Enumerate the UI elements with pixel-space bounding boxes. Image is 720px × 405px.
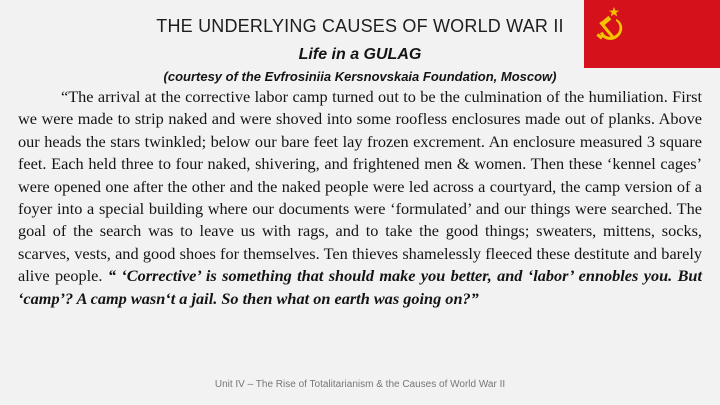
- quote-emphasis: “ ‘Corrective’ is something that should make you better, and ‘labor’ ennobles you. But ‘camp’? A camp wasn‘t a jail. So then what on earth was going on?”: [18, 266, 703, 308]
- quote-paragraph: [18, 86, 702, 310]
- slide-subtitle: Life in a GULAG: [298, 46, 422, 63]
- slide-title: THE UNDERLYING CAUSES OF WORLD WAR II: [156, 16, 564, 36]
- quote-body: “The arrival at the corrective labor camp turned out to be the culmination of the humiliation. First we were made to strip naked and were shoved into some roofless enclosures made out of planks. Above our heads the stars twinkled; below our bare feet lay frozen excrement. An enclosure measured 3 square feet. Each held three to four naked, shivering, and frightened men & women. Then these ‘kennel cages’ were opened one after the other and the naked people were led across a courtyard, the camp version of a foyer into a special building where our documents were ‘formulated’ and our things were searched. The goal of the search was to leave us with rags, and to take the good things; sweaters, mittens, socks, scarves, vests, and good shoes for themselves. Ten thieves shamelessly fleeced these destitute and barely alive people.: [18, 87, 702, 286]
- source-credit: (courtesy of the Evfrosiniia Kersnovskaia Foundation, Moscow): [163, 69, 557, 84]
- hammer-and-sickle-icon: [594, 6, 628, 46]
- slide-footer: Unit IV – The Rise of Totalitarianism & the Causes of World War II: [214, 379, 506, 390]
